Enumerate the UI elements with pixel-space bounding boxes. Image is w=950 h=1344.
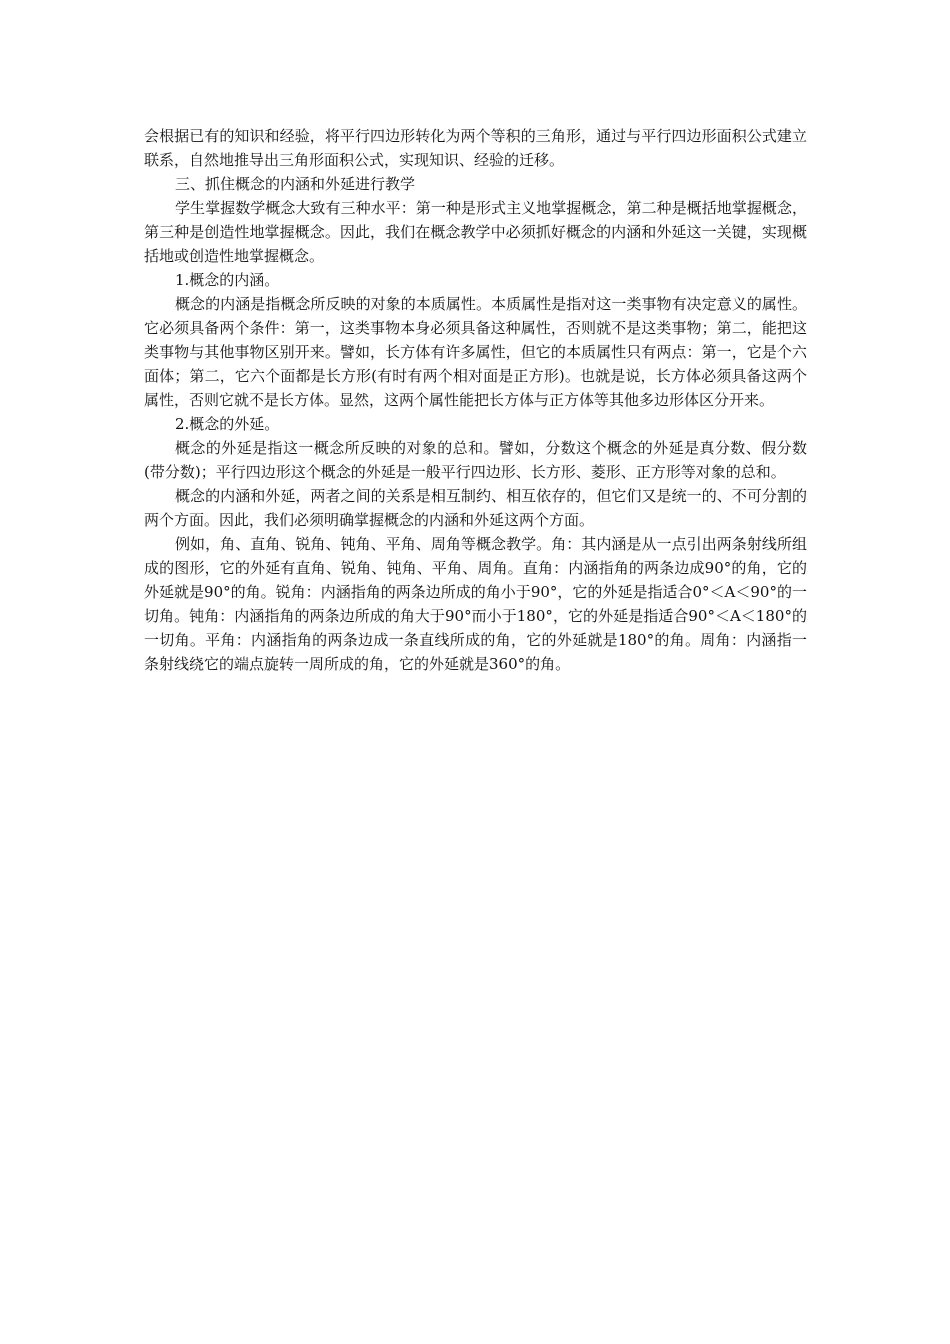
paragraph-relationship: 概念的内涵和外延，两者之间的关系是相互制约、相互依存的，但它们又是统一的、不可分割的两个方面。因此，我们必须明确掌握概念的内涵和外延这两个方面。 [144,487,807,529]
section-heading-3: 三、抓住概念的内涵和外延进行教学 [175,175,416,193]
subheading-intension: 1.概念的内涵。 [175,271,280,289]
document-body [144,124,807,676]
paragraph-angle-examples: 例如，角、直角、锐角、钝角、平角、周角等概念教学。角：其内涵是从一点引出两条射线所组成的图形，它的外延有直角、锐角、钝角、平角、周角。直角：内涵指角的两条边成90°的角，它的外延就是90°的角。锐角：内涵指角的两条边所成的角小于90°，它的外延是指适合0°＜A＜90°的一切角。钝角：内涵指角的两条边所成的角大于90°而小于180°，它的外延是指适合90°＜A＜180°的一切角。平角：内涵指角的两条边成一条直线所成的角，它的外延就是180°的角。周角：内涵指一条射线绕它的端点旋转一周所成的角，它的外延就是360°的角。 [144,535,807,673]
paragraph-concept-levels: 学生掌握数学概念大致有三种水平：第一种是形式主义地掌握概念，第二种是概括地掌握概念，第三种是创造性地掌握概念。因此，我们在概念教学中必须抓好概念的内涵和外延这一关键，实现概括地或创造性地掌握概念。 [144,199,807,265]
paragraph-intension: 概念的内涵是指概念所反映的对象的本质属性。本质属性是指对这一类事物有决定意义的属性。它必须具备两个条件：第一，这类事物本身必须具备这种属性，否则就不是这类事物；第二，能把这类事物与其他事物区别开来。譬如，长方体有许多属性，但它的本质属性只有两点：第一，它是个六面体；第二，它六个面都是长方形(有时有两个相对面是正方形)。也就是说，长方体必须具备这两个属性，否则它就不是长方体。显然，这两个属性能把长方体与正方体等其他多边形体区分开来。 [144,295,807,409]
paragraph-continuation: 会根据已有的知识和经验，将平行四边形转化为两个等积的三角形，通过与平行四边形面积公式建立联系，自然地推导出三角形面积公式，实现知识、经验的迁移。 [144,127,807,169]
subheading-extension: 2.概念的外延。 [175,415,280,433]
paragraph-extension: 概念的外延是指这一概念所反映的对象的总和。譬如，分数这个概念的外延是真分数、假分数(带分数)；平行四边形这个概念的外延是一般平行四边形、长方形、菱形、正方形等对象的总和。 [144,439,807,481]
